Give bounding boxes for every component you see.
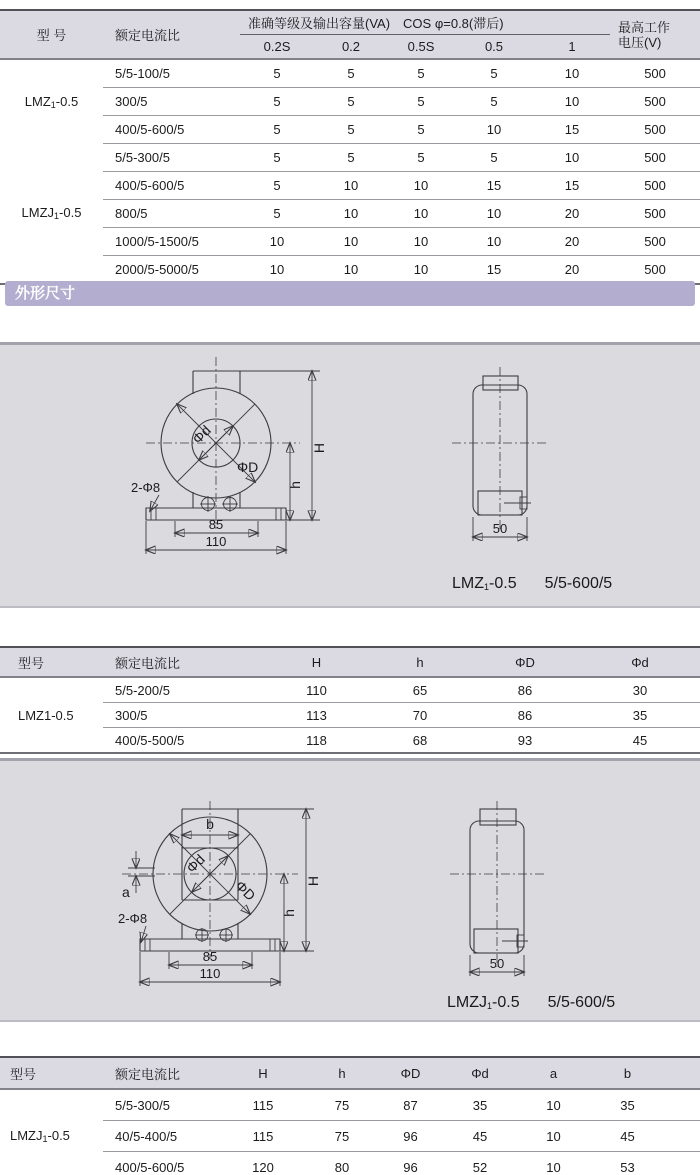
value-cell: 10: [240, 228, 314, 256]
dimension-table-lmzj1: [0, 1056, 700, 1175]
dim-b: b: [206, 816, 214, 832]
col-header-1: 1: [534, 35, 610, 60]
value-cell: 10: [388, 200, 454, 228]
value-cell: 115: [220, 1121, 306, 1152]
dim-50: 50: [492, 521, 508, 536]
value-cell: 120: [252, 1159, 274, 1175]
value-cell: 10: [517, 1089, 590, 1121]
table-row: [0, 1152, 700, 1175]
value-cell: 10: [546, 1159, 561, 1175]
col-header-voltage: [610, 10, 700, 59]
model-cell-lmzj1: LMZJ1-0.5: [21, 205, 82, 222]
col-header-H: H: [220, 1057, 306, 1089]
value-cell: 5: [240, 88, 314, 116]
value-cell: 10: [454, 116, 534, 144]
col-header-0p2s: 0.2S: [240, 35, 314, 60]
side-view-lmz1: [452, 367, 548, 541]
value-cell: 5: [314, 144, 388, 172]
ratio-cell: 800/5: [103, 200, 240, 228]
value-cell: 20: [534, 200, 610, 228]
dimension-table-header: [0, 1057, 700, 1089]
value-cell: 113: [263, 703, 370, 728]
table-row: [0, 59, 700, 88]
value-cell: 75: [306, 1089, 378, 1121]
section-title-outline-dimensions: 外形尺寸: [5, 281, 695, 306]
col-header-H: H: [263, 647, 370, 677]
col-header-ratio: 额定电流比: [103, 1057, 220, 1089]
model-cell-lmzj1: LMZJ1-0.5: [10, 1128, 70, 1144]
value-cell: 45: [443, 1121, 517, 1152]
voltage-cell: 500: [610, 88, 700, 116]
value-cell: 70: [370, 703, 470, 728]
dim-H: H: [305, 875, 321, 887]
model-cell-lmz1: LMZ1-0.5: [18, 707, 74, 723]
value-cell: 5: [240, 200, 314, 228]
value-cell: 115: [220, 1089, 306, 1121]
ratio-cell: 400/5-500/5: [115, 732, 185, 748]
label-phi-d: Φd: [183, 851, 208, 876]
ratio-cell: 400/5-600/5: [103, 172, 240, 200]
col-header-h: h: [370, 647, 470, 677]
value-cell: 10: [314, 228, 388, 256]
label-phi-d: Φd: [189, 422, 214, 447]
voltage-line1: 最高工作: [618, 19, 671, 35]
value-cell: 10: [269, 262, 285, 277]
value-cell: 96: [378, 1121, 443, 1152]
value-cell: 65: [370, 677, 470, 703]
label-phi-D: ΦD: [232, 877, 259, 904]
col-header-a: a: [517, 1057, 590, 1089]
label-phi-D: ΦD: [237, 459, 259, 475]
caption-spec: 5/5-600/5: [547, 994, 616, 1011]
value-cell: 5: [240, 116, 314, 144]
table-row: [0, 172, 700, 200]
table-row: [0, 677, 700, 703]
front-view-lmzj1: [118, 801, 321, 986]
dim-85: 85: [202, 949, 218, 964]
outline-drawing-lmz1: [0, 345, 700, 606]
value-cell: 5: [388, 88, 454, 116]
value-cell: 118: [306, 732, 327, 748]
label-mounting-holes: 2-Φ8: [131, 480, 161, 495]
value-cell: 10: [534, 59, 610, 88]
ratio-cell: 5/5-300/5: [103, 1089, 220, 1121]
col-header-h: h: [306, 1057, 378, 1089]
value-cell: 10: [454, 228, 534, 256]
value-cell: 10: [534, 88, 610, 116]
side-view-lmzj1: [450, 801, 544, 976]
voltage-cell: 500: [644, 262, 666, 277]
table-row: [0, 144, 700, 172]
col-header-0p5s: 0.5S: [388, 35, 454, 60]
value-cell: 86: [470, 677, 580, 703]
value-cell: 5: [240, 172, 314, 200]
col-header-model: 型号: [0, 647, 103, 677]
table-row: [0, 88, 700, 116]
front-view-lmz1: [131, 357, 327, 554]
value-cell: 35: [580, 703, 700, 728]
value-cell: 10: [314, 200, 388, 228]
col-header-phid: Φd: [580, 647, 700, 677]
value-cell: 10: [454, 200, 534, 228]
value-cell: 93: [517, 732, 533, 748]
col-header-phiD: ΦD: [470, 647, 580, 677]
value-cell: 96: [403, 1159, 418, 1175]
outline-drawing-lmzj1: [0, 761, 700, 1020]
ratio-cell: 300/5: [103, 703, 263, 728]
ratio-cell: 40/5-400/5: [103, 1121, 220, 1152]
col-header-ratio: 额定电流比: [103, 647, 263, 677]
model-cell-lmz1: LMZ1-0.5: [24, 93, 79, 110]
dimension-table-lmz1: [0, 646, 700, 754]
value-cell: 5: [454, 144, 534, 172]
ratio-cell: 5/5-300/5: [103, 144, 240, 172]
value-cell: 10: [314, 172, 388, 200]
dim-H: H: [311, 442, 327, 454]
dimension-table-header: [0, 647, 700, 677]
value-cell: 10: [388, 228, 454, 256]
col-header-phid: Φd: [443, 1057, 517, 1089]
drawing-caption-lmzj1: [447, 994, 615, 1012]
value-cell: 52: [472, 1159, 488, 1175]
value-cell: 86: [470, 703, 580, 728]
dim-85: 85: [208, 517, 224, 532]
caption-model: LMZJ1-0.5: [447, 994, 520, 1011]
dim-50: 50: [489, 956, 505, 971]
value-cell: 10: [517, 1121, 590, 1152]
value-cell: 20: [534, 228, 610, 256]
voltage-cell: 500: [610, 116, 700, 144]
value-cell: 110: [263, 677, 370, 703]
label-mounting-holes: 2-Φ8: [118, 911, 148, 926]
dim-h: h: [281, 909, 297, 917]
voltage-cell: 500: [610, 172, 700, 200]
value-cell: 5: [314, 59, 388, 88]
value-cell: 30: [580, 677, 700, 703]
dim-a: a: [122, 884, 130, 900]
dim-h: h: [287, 481, 303, 489]
drawing-caption-lmz1: [452, 575, 612, 593]
value-cell: 10: [413, 262, 429, 277]
value-cell: 10: [388, 172, 454, 200]
value-cell: 15: [534, 116, 610, 144]
table-row: [0, 116, 700, 144]
dim-110: 110: [199, 966, 221, 981]
value-cell: 20: [564, 262, 580, 277]
ratings-table-header: [0, 10, 700, 59]
table-row: [0, 228, 700, 256]
ratio-cell: 5/5-100/5: [103, 59, 240, 88]
caption-model: LMZ1-0.5: [452, 575, 517, 592]
value-cell: 5: [454, 59, 534, 88]
voltage-cell: 500: [610, 59, 700, 88]
ratio-cell: 400/5-600/5: [115, 1159, 185, 1175]
outline-drawing-panel-lmz1: [0, 342, 700, 608]
value-cell: 10: [534, 144, 610, 172]
col-header-model: 型 号: [0, 10, 103, 59]
value-cell: 5: [388, 116, 454, 144]
value-cell: 5: [240, 59, 314, 88]
voltage-cell: 500: [610, 228, 700, 256]
value-cell: 15: [534, 172, 610, 200]
value-cell: 5: [240, 144, 314, 172]
ratio-cell: 300/5: [103, 88, 240, 116]
value-cell: 87: [378, 1089, 443, 1121]
value-cell: 5: [388, 144, 454, 172]
col-header-accuracy-span: 准确等级及输出容量(VA) COS φ=0.8(滞后): [240, 10, 610, 35]
voltage-cell: 500: [610, 144, 700, 172]
table-row: [0, 1121, 700, 1152]
col-header-phiD: ΦD: [378, 1057, 443, 1089]
ratio-cell: 2000/5-5000/5: [115, 262, 199, 277]
col-header-0p2: 0.2: [314, 35, 388, 60]
col-header-ratio: 额定电流比: [103, 10, 240, 59]
dim-110: 110: [205, 534, 227, 549]
col-header-model: 型号: [0, 1057, 103, 1089]
value-cell: 5: [388, 59, 454, 88]
ratio-cell: 400/5-600/5: [103, 116, 240, 144]
table-row: [0, 728, 700, 754]
value-cell: 35: [590, 1089, 700, 1121]
caption-spec: 5/5-600/5: [544, 575, 613, 592]
value-cell: 75: [306, 1121, 378, 1152]
voltage-line2: 电压(V): [618, 34, 662, 50]
table-row: [0, 256, 700, 285]
value-cell: 45: [632, 732, 648, 748]
value-cell: 10: [343, 262, 359, 277]
value-cell: 80: [334, 1159, 350, 1175]
ratio-cell: 5/5-200/5: [103, 677, 263, 703]
value-cell: 45: [590, 1121, 700, 1152]
value-cell: 53: [620, 1159, 635, 1175]
col-header-0p5: 0.5: [454, 35, 534, 60]
col-header-b: b: [590, 1057, 700, 1089]
table-row: [0, 200, 700, 228]
ratio-cell: 1000/5-1500/5: [103, 228, 240, 256]
value-cell: 15: [454, 172, 534, 200]
table-row: [0, 703, 700, 728]
ratings-table: [0, 9, 700, 285]
value-cell: 5: [314, 88, 388, 116]
value-cell: 5: [454, 88, 534, 116]
value-cell: 5: [314, 116, 388, 144]
value-cell: 35: [443, 1089, 517, 1121]
voltage-cell: 500: [610, 200, 700, 228]
value-cell: 15: [486, 262, 502, 277]
value-cell: 68: [412, 732, 428, 748]
outline-drawing-panel-lmzj1: [0, 758, 700, 1022]
table-row: [0, 1089, 700, 1121]
